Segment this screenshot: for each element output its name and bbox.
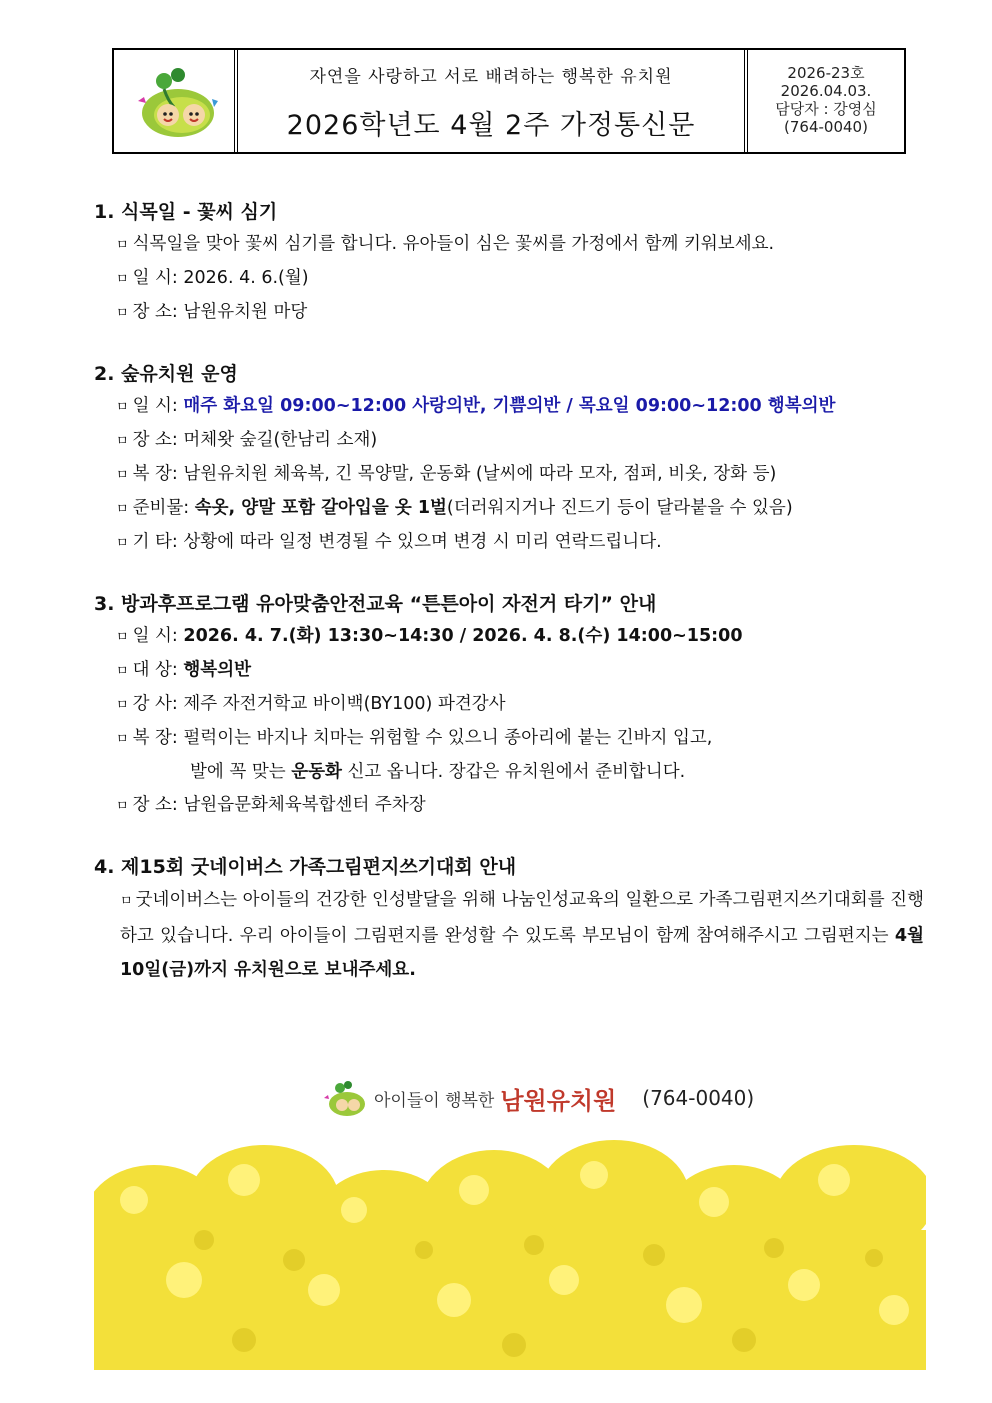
header-subtitle: 자연을 사랑하고 서로 배려하는 행복한 유치원 xyxy=(309,67,673,87)
item-label: 기 타: xyxy=(132,532,184,552)
list-item xyxy=(94,789,924,823)
logo-cell xyxy=(114,50,238,152)
item-value: (더러워지거나 진드기 등이 달라붙을 수 있음) xyxy=(446,498,793,518)
footer-kindergarten-name: 남원유치원 xyxy=(500,1086,617,1115)
section-title: 3. 방과후프로그램 유아맞춤안전교육 “튼튼아이 자전거 타기” 안내 xyxy=(94,593,657,615)
bullet-icon: ㅁ xyxy=(116,502,129,517)
section-letter-contest xyxy=(94,851,924,987)
newsletter-header xyxy=(112,48,906,154)
section-title: 4. 제15회 굿네이버스 가족그림편지쓰기대회 안내 xyxy=(94,856,517,878)
item-value: 남원유치원 마당 xyxy=(183,302,308,322)
bullet-icon: ㅁ xyxy=(120,894,133,909)
manager-name: 담당자 : 강영심 xyxy=(775,100,877,118)
item-label: 복 장: xyxy=(132,728,184,748)
paragraph-text-bold: 4월 10일(금)까지 유치원으로 보내주세요. xyxy=(120,926,924,980)
item-label: 일 시: xyxy=(132,626,184,646)
list-item xyxy=(94,654,924,688)
item-value: 남원유치원 체육복, 긴 목양말, 운동화 (날씨에 따라 모자, 점퍼, 비옷, 장화 등) xyxy=(183,464,777,484)
bullet-icon: ㅁ xyxy=(116,536,129,551)
list-item xyxy=(94,688,924,722)
list-item xyxy=(94,262,924,296)
item-label: 복 장: xyxy=(132,464,184,484)
bullet-icon: ㅁ xyxy=(116,799,129,814)
bullet-icon: ㅁ xyxy=(116,238,129,253)
list-item xyxy=(94,424,924,458)
item-value: 신고 옵니다. 장갑은 유치원에서 준비합니다. xyxy=(341,762,686,782)
list-item xyxy=(94,296,924,330)
bullet-icon: ㅁ xyxy=(116,400,129,415)
paragraph-text: 굿네이버스는 아이들의 건강한 인성발달을 위해 나눔인성교육의 일환으로 가족그림편지쓰기대회를 진행하고 있습니다. 우리 아이들이 그림편지를 완성할 수 있도록 부모님이 함께 참여해주시고 그림편지는 xyxy=(120,890,924,946)
list-item xyxy=(94,228,924,262)
rapeseed-flowers-illustration xyxy=(94,1140,926,1370)
list-item xyxy=(94,722,924,756)
item-value-bold: 운동화 xyxy=(291,762,342,782)
item-value: 상황에 따라 일정 변경될 수 있으며 변경 시 미리 연락드립니다. xyxy=(183,532,662,552)
item-label: 강 사: xyxy=(132,694,184,714)
item-value-bold: 속옷, 양말 포함 갈아입을 옷 1벌 xyxy=(194,498,447,518)
page-title: 2026학년도 4월 2주 가정통신문 xyxy=(286,110,696,141)
item-label: 장 소: xyxy=(132,430,184,450)
item-value: 2026. 4. 7.(화) 13:30~14:30 / 2026. 4. 8.(수) 14:00~15:00 xyxy=(183,626,743,646)
item-label: 일 시: xyxy=(132,396,184,416)
meta-cell xyxy=(748,50,904,152)
bullet-icon: ㅁ xyxy=(116,732,129,747)
bullet-icon: ㅁ xyxy=(116,272,129,287)
item-label: 대 상: xyxy=(132,660,184,680)
kindergarten-logo-icon xyxy=(124,61,224,141)
bullet-icon: ㅁ xyxy=(116,664,129,679)
issue-date: 2026.04.03. xyxy=(780,82,872,100)
section-title: 2. 숲유치원 운영 xyxy=(94,363,238,385)
item-label: 준비물: xyxy=(132,498,195,518)
item-label: 장 소: xyxy=(132,302,184,322)
item-text: 식목일을 맞아 꽃씨 심기를 합니다. 유아들이 심은 꽃씨를 가정에서 함께 키워보세요. xyxy=(132,234,775,254)
list-item xyxy=(94,458,924,492)
list-item-continuation xyxy=(94,756,924,789)
footer xyxy=(320,1078,754,1118)
issue-number: 2026-23호 xyxy=(787,64,865,82)
kindergarten-logo-small-icon xyxy=(320,1078,370,1118)
item-value: 펄럭이는 바지나 치마는 위험할 수 있으니 종아리에 붙는 긴바지 입고, xyxy=(183,728,713,748)
section-bicycle-safety xyxy=(94,588,924,823)
bullet-icon: ㅁ xyxy=(116,306,129,321)
item-label: 장 소: xyxy=(132,795,184,815)
footer-phone: (764-0040) xyxy=(642,1086,755,1110)
bullet-icon: ㅁ xyxy=(116,468,129,483)
list-item xyxy=(94,492,924,526)
section-title: 1. 식목일 - 꽃씨 심기 xyxy=(94,201,278,223)
item-value: 발에 꼭 맞는 xyxy=(190,762,292,782)
bullet-icon: ㅁ xyxy=(116,630,129,645)
item-value: 2026. 4. 6.(월) xyxy=(183,268,309,288)
section-forest-kindergarten xyxy=(94,358,924,560)
item-value: 매주 화요일 09:00~12:00 사랑의반, 기쁨의반 / 목요일 09:00~12:00 행복의반 xyxy=(183,396,836,416)
item-value: 머체왓 숲길(한남리 소재) xyxy=(183,430,378,450)
bullet-icon: ㅁ xyxy=(116,434,129,449)
list-item xyxy=(94,620,924,654)
list-item xyxy=(94,526,924,560)
item-label: 일 시: xyxy=(132,268,184,288)
list-item xyxy=(94,390,924,424)
item-value: 남원읍문화체육복합센터 주차장 xyxy=(183,795,426,815)
footer-tagline: 아이들이 행복한 xyxy=(374,1090,495,1111)
bullet-icon: ㅁ xyxy=(116,698,129,713)
newsletter-body xyxy=(94,196,924,1015)
section-arbor-day xyxy=(94,196,924,330)
item-value: 행복의반 xyxy=(183,660,252,680)
title-cell xyxy=(238,50,748,152)
section-paragraph xyxy=(94,883,924,987)
item-value: 제주 자전거학교 바이백(BY100) 파견강사 xyxy=(183,694,506,714)
contact-phone: (764-0040) xyxy=(784,118,868,136)
